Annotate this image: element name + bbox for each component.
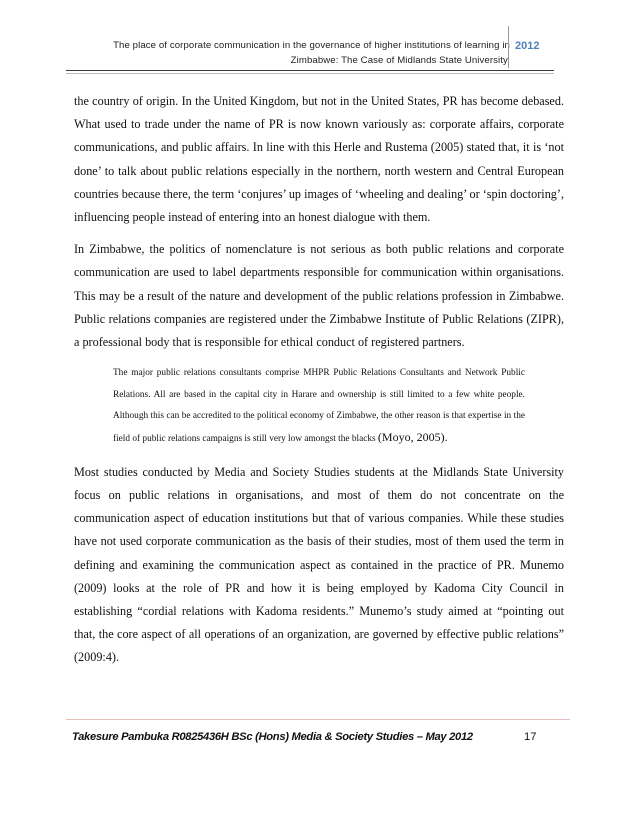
body-paragraph-1: the country of origin. In the United Kingdom, but not in the United States, PR has become debased. What used to trade under the name of PR is now known variously as: corporate affairs, corporate communications, and public affairs. In line with this Herle and Rustema (2005) stated that, it is ‘not done’ to talk about public relations especially in the northern, north western and Central European countries because there, the term ‘conjures’ up images of ‘wheeling and dealing’ or ‘spin doctoring’, influencing people instead of entering into an honest dialogue with them.: [74, 94, 564, 225]
page-number: 17: [524, 731, 537, 743]
block-quote-citation: (Moyo, 2005).: [377, 430, 448, 445]
body-paragraph-2: In Zimbabwe, the politics of nomenclature is not serious as both public relations and corporate communication are used to label departments responsible for communication within organisations. This may be a result of the nature and development of the public relations profession in Zimbabwe. Public relations companies are registered under the Zimbabwe Institute of Public Relations (ZIPR), a professional body that is responsible for ethical conduct of registered partners.: [74, 242, 564, 350]
header-divider-shadow: [66, 73, 554, 74]
block-quote: [113, 363, 525, 451]
block-quote-text: The major public relations consultants comprise MHPR Public Relations Consultants and Network Public Relations. All are based in the capital city in Harare and ownership is still limited to a few white people. Although this can be accredited to the political economy of Zimbabwe, the other reason is that expertise in the field of public relations campaigns is still very low amongst the blacks: [113, 368, 525, 445]
footer-author-line: Takesure Pambuka R0825436H BSc (Hons) Media & Society Studies – May 2012: [72, 731, 473, 743]
header-title-line1: The place of corporate communication in the governance of higher institutions of learning in: [113, 40, 510, 51]
running-header: [80, 38, 510, 68]
header-title-line2: Zimbabwe: The Case of Midlands State University.: [290, 55, 510, 66]
body-paragraph-3: Most studies conducted by Media and Society Studies students at the Midlands State University focus on public relations in organisations, and most of them do not concentrate on the communication aspect of education institutions but that of various companies. While these studies have not used corporate communication as the basis of their studies, most of them used the term in defining and examining the communication aspect as contained in the practice of PR. Munemo (2009) looks at the role of PR and how it is being employed by Kadoma City Council in establishing “cordial relations with Kadoma residents.” Munemo’s study aimed at “pointing out that, the core aspect of all operations of an organization, are governed by effective public relations” (2009:4).: [74, 464, 564, 665]
page-body: [74, 90, 564, 670]
footer-divider: [66, 719, 570, 720]
header-year: 2012: [508, 26, 555, 68]
header-divider: [66, 70, 554, 71]
